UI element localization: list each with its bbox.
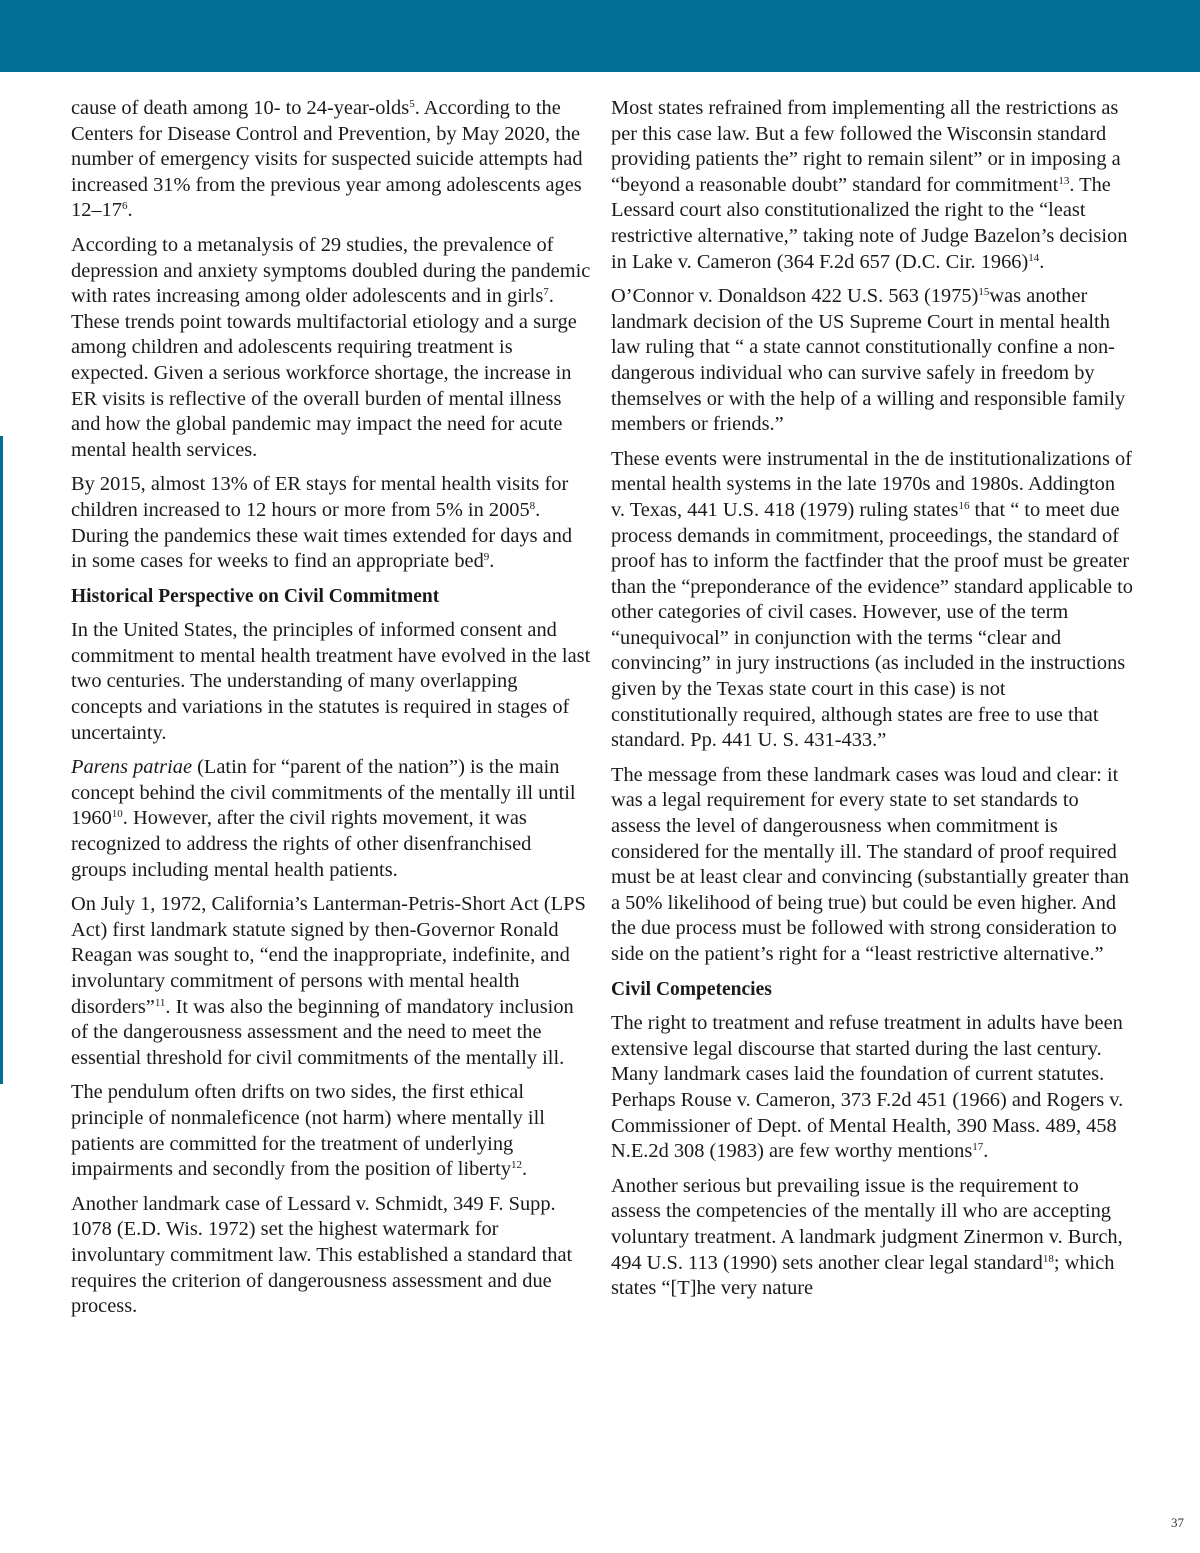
side-accent-rule	[0, 436, 3, 1084]
page-number: 37	[1171, 1515, 1184, 1530]
paragraph: Parens patriae (Latin for “parent of the nation”) is the main concept behind the civil commitments of the mentally ill until 1960$^{10}$. However, after the civil rights movement, it was recognized to address the rights of other disenfranchised groups including mental health patients.	[71, 756, 576, 881]
footnote-ref: 15	[978, 286, 990, 299]
paragraph: cause of death among 10- to 24-year-olds$^5$. According to the Centers for Disease Control and Prevention, by May 2020, the number of emergency visits for suspected suicide attempts had increased 31% from the previous year among adolescents ages $12-17^6$.	[71, 97, 583, 222]
header-band	[0, 0, 1200, 72]
right-column	[611, 96, 1133, 1311]
footnote-ref: 17	[972, 1141, 984, 1154]
paragraph: These events were instrumental in the de institutionalizations of mental health systems in the late 1970s and 1980s. Addington v. Texas, 441 U.S. 418 (1979) ruling states$^{16}$ that “ to meet due process demands in commitment, proceedings, the standard of proof has to inform the factfinder that the proof must be greater than the “preponderance of the evidence” standard applicable to other categories of civil cases. However, use of the term “unequivocal” in conjunction with the terms “clear and convincing” in jury instructions (as included in the instructions given by the Texas state court in this case) is not constitutionally required, although states are free to use that standard. Pp. 441 U. S. 431-433.”	[611, 447, 1133, 752]
footnote-ref: 9	[483, 551, 490, 564]
paragraph: Another serious but prevailing issue is the requirement to assess the competencies of the mentally ill who are accepting voluntary treatment. A landmark judgment Zinermon v. Burch, 494 U.S. 113 (1990) sets another clear legal standard$^{18}$; which states “[T]he very nature	[611, 1174, 1123, 1300]
section-heading: Historical Perspective on Civil Commitment	[71, 585, 440, 607]
footnote-ref: 6	[121, 200, 128, 213]
section-heading: Civil Competencies	[611, 978, 772, 1000]
paragraph: Another landmark case of Lessard v. Schmidt, 349 F. Supp. 1078 (E.D. Wis. 1972) set the highest watermark for involuntary commitment law. This established a standard that requires the criterion of dangerousness assessment and due process.	[71, 1192, 573, 1318]
footnote-ref: 16	[958, 499, 970, 512]
footnote-ref: 5	[409, 98, 415, 110]
paragraph: By 2015, almost 13% of ER stays for mental health visits for children increased to 12 hours or more from 5% in 2005$^8$. During the pandemics these wait times extended for days and in some cases for weeks to find an appropriate bed$^9$.	[71, 473, 573, 573]
footnote-ref: 11	[154, 996, 166, 1009]
left-column	[71, 96, 591, 1329]
paragraph: The right to treatment and refuse treatment in adults have been extensive legal discourse that started during the last century. Many landmark cases laid the foundation of current statutes. Perhaps Rouse v. Cameron, 373 F.2d 451 (1966) and Rogers v. Commissioner of Dept. of Mental Health, 390 Mass. 489, 458 N.E.2d 308 (1983) are few worthy mentions$^{17}$.	[611, 1012, 1124, 1163]
paragraph: Most states refrained from implementing all the restrictions as per this case law. But a few followed the Wisconsin standard providing patients the” right to remain silent” or in imposing a “beyond a reasonable doubt” standard for commitment$^{13}$. The Lessard court also constitutionalized the right to the “least restrictive alternative,” taking note of Judge Bazelon’s decision in Lake v. Cameron (364 F.2d 657 (D.C. Cir. 1966)$^{14}$.	[611, 97, 1128, 273]
footnote-ref: 18	[1042, 1252, 1054, 1265]
footnote-ref: 13	[1058, 174, 1070, 187]
footnote-ref: 10	[111, 808, 123, 821]
footnote-ref: 12	[511, 1159, 523, 1172]
paragraph: The message from these landmark cases was loud and clear: it was a legal requirement for every state to set standards to assess the level of dangerousness when commitment is considered for the mentally ill. The standard of proof required must be at least clear and convincing (substantially greater than a 50% likelihood of being true) but could be even higher. And the due process must be followed with strong consideration to side on the patient’s right for a “least restrictive alternative.”	[611, 763, 1130, 965]
footnote-ref: 14	[1028, 251, 1040, 264]
footnote-ref: 8	[529, 499, 536, 512]
footnote-ref: 7	[543, 286, 549, 299]
paragraph: The pendulum often drifts on two sides, the first ethical principle of nonmaleficence (not harm) where mentally ill patients are committed for the treatment of underlying impairments and secondly from the position of liberty$^{12}$.	[71, 1081, 545, 1181]
paragraph: According to a metanalysis of 29 studies, the prevalence of depression and anxiety symptoms doubled during the pandemic with rates increasing among older adolescents and in girls$^7$. These trends point towards multifactorial etiology and a surge among children and adolescents requiring treatment is expected. Given a serious workforce shortage, the increase in ER visits is reflective of the overall burden of mental illness and how the global pandemic may impact the need for acute mental health services.	[71, 233, 591, 461]
paragraph: O’Connor v. Donaldson 422 U.S. 563 $(1975)^{15}was$ another landmark decision of the US Supreme Court in mental health law ruling that “ a state cannot constitutionally confine a non-dangerous individual who can survive safely in freedom by themselves or with the help of a willing and responsible family members or friends.”	[611, 285, 1126, 436]
paragraph: In the United States, the principles of informed consent and commitment to mental health treatment have evolved in the last two centuries. The understanding of many overlapping concepts and variations in the statutes is required in stages of uncertainty.	[71, 619, 591, 744]
paragraph: On July 1, 1972, California’s Lanterman-Petris-Short Act (LPS Act) first landmark statute signed by then-Governor Ronald Reagan was sought to, “end the inappropriate, indefinite, and involuntary commitment of persons with mental health disorders”$^{11}$. It was also the beginning of mandatory inclusion of the dangerousness assessment and the need to meet the essential threshold for civil commitments of the mentally ill.	[71, 893, 586, 1069]
